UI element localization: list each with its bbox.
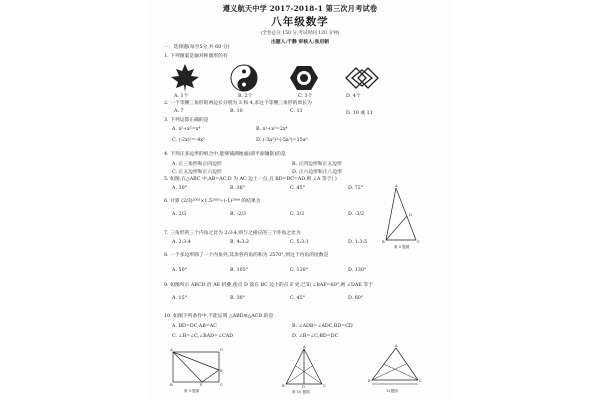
question-10-stem: 10. 如图下列条件中,不能证明 △ABD≌△ACD 的是	[164, 314, 274, 319]
svg-text:第 10 题图: 第 10 题图	[292, 390, 310, 394]
question-1-stem: 1. 下列图案是轴对称图形的有	[164, 54, 228, 59]
q7-option-a: A. 2:3:4	[172, 240, 191, 245]
question-8-stem: 8. 一个多边形除了一个内角外,其余各内角的和为 2570°,则这个内角的度数是	[164, 253, 329, 258]
hexagon-bolt-icon	[290, 66, 318, 90]
q7-option-d: D. 1:3:5	[348, 240, 368, 245]
q9-option-b: B. 30°	[230, 296, 246, 301]
q6-option-d: D. -3/2	[348, 212, 365, 217]
svg-text:D: D	[409, 213, 412, 217]
question-7-stem: 7. 三角形的三个内角之比为 2:3:4,则与之相应的三个外角之比为	[164, 231, 301, 236]
q6-option-a: A. 2/3	[172, 212, 187, 217]
q3-option-a: A. x²+x²=x⁴	[172, 127, 201, 132]
q10-option-d: D. ∠B=∠C,BD=DC	[292, 334, 339, 339]
q8-option-a: A. 50°	[172, 268, 188, 273]
q1-option-d: D. 4个	[346, 94, 361, 99]
q3-option-d: D. (-3a²)³·(-5a³)=15a⁹	[256, 138, 308, 143]
yin-yang-icon	[231, 65, 257, 91]
q2-option-c: C. 11	[290, 109, 303, 114]
q9-option-d: D. 60°	[348, 296, 364, 301]
question-2-stem: 2. 一个等腰三角形的两边长分别为 3 和 4,求这个等腰三角形的周长为	[164, 101, 312, 106]
svg-text:D: D	[220, 348, 223, 352]
q9-rectangle-figure	[170, 348, 224, 392]
svg-text:第 9 题图: 第 9 题图	[184, 389, 200, 393]
svg-text:D: D	[302, 385, 305, 389]
q4-option-c: C. 正五边形和正六边形	[172, 170, 222, 175]
svg-text:B: B	[170, 383, 173, 387]
q4-option-b: B. 正四边形和正五边形	[292, 162, 342, 167]
q7-option-b: B. 4:3:2	[230, 240, 249, 245]
knot-pattern-icon	[346, 68, 378, 88]
svg-text:A: A	[303, 345, 306, 349]
q3-option-c: C. (-2x)²=-4x²	[172, 138, 205, 143]
q8-option-c: C. 120°	[290, 268, 309, 273]
q1-option-a: A. 1个	[174, 94, 189, 99]
svg-text:C: C	[323, 384, 326, 388]
svg-text:E: E	[220, 369, 223, 373]
q1-option-b: B. 2个	[238, 94, 253, 99]
q1-option-c: C. 3个	[298, 94, 313, 99]
exam-note: (全卷总分 150 分,考试时间 120 分钟)	[260, 31, 340, 36]
svg-text:B: B	[382, 240, 385, 244]
q5-option-d: D. 72°	[348, 186, 364, 191]
svg-text:A: A	[395, 184, 398, 188]
svg-text:B: B	[282, 384, 285, 388]
q9-option-c: C. 45°	[290, 296, 306, 301]
maple-leaf-icon	[171, 64, 199, 92]
q2-option-d: D. 10 或 11	[346, 111, 373, 116]
q5-option-a: A. 30°	[172, 186, 188, 191]
q5-option-c: C. 45°	[290, 186, 306, 191]
q9-option-a: A. 15°	[172, 296, 188, 301]
question-6-stem: 6. 计算 (2/3)²⁰⁰²×1.5²⁰⁰³÷(-1)²⁰⁰⁴ 的结果为	[164, 199, 261, 204]
q4-option-a: A. 正三角形和正四边形	[172, 162, 222, 167]
question-9-stem: 9. 如图所示 ABCD 沿 AE 折叠,使点 D 落在 BC 边上的点 F 处,已知 ∠BAF=60°,则 ∠DAE 等于	[164, 283, 373, 288]
school-title: 遵义航天中学 2017-2018-1 第三次月考试卷	[222, 4, 378, 13]
q10-triangle-figure	[282, 346, 328, 394]
q2-option-b: B. 10	[230, 109, 243, 114]
q5-triangle-figure	[382, 186, 426, 248]
svg-text:12题图: 12题图	[386, 389, 398, 393]
svg-text:第 5 题图: 第 5 题图	[394, 245, 410, 249]
q6-option-b: B. -2/3	[230, 212, 246, 217]
q8-option-d: D. 130°	[348, 268, 367, 273]
svg-text:A: A	[395, 344, 398, 348]
question-4-stem: 4. 下列正多边形的组合中,能够铺满地面(即平面镶嵌)的是	[164, 152, 286, 157]
q4-option-d: D. 正六边形和正八边形	[292, 170, 342, 175]
svg-text:C: C	[419, 379, 422, 383]
q5-option-b: B. 36°	[230, 186, 246, 191]
q6-option-c: C. 3/2	[290, 212, 305, 217]
q10-option-a: A. BD=DC,AB=AC	[172, 324, 217, 329]
section-title: 一、选择题(每空5分,共 60 分)	[164, 45, 230, 50]
q7-option-c: C. 5:3:1	[290, 240, 309, 245]
svg-text:B: B	[368, 379, 371, 383]
q1-pattern-figures	[168, 62, 388, 94]
exam-paper	[150, 0, 450, 400]
subject-title: 八年级数学	[271, 16, 329, 28]
svg-text:A: A	[170, 348, 173, 352]
question-3-stem: 3. 下列运算正确的是	[164, 118, 209, 123]
q10-option-b: B. ∠ADB=∠ADC,BD=CD	[292, 324, 353, 329]
question-5-stem: 5. 如图,在△ABC 中,AB=AC,D 为 AC 边上一点,且 BD=BC=AD,则 ∠A 等于( )	[164, 177, 337, 182]
q3-option-b: B. x²+x²=2x⁴	[256, 127, 288, 132]
svg-text:C: C	[220, 383, 223, 387]
q10-option-c: C. ∠B=∠C,∠BAD=∠CAD	[172, 334, 234, 339]
q2-option-a: A. 7	[174, 109, 184, 114]
q8-option-b: B. 105°	[230, 268, 249, 273]
author-line: 出题人:于静 审核人:张启朝	[271, 39, 329, 45]
svg-text:C: C	[417, 240, 420, 244]
svg-text:F: F	[200, 383, 203, 387]
q12-figure	[368, 346, 424, 394]
